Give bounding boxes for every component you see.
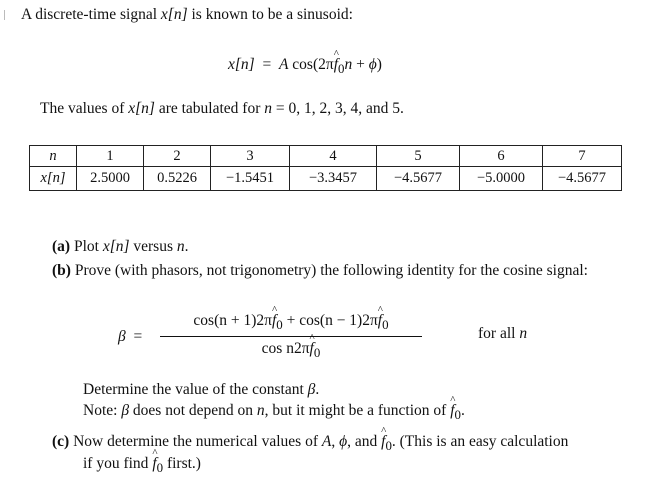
part-b-intro: (b) Prove (with phasors, not trigonometry) the following identity for the cosine signal: — [52, 262, 588, 279]
beta-equals: β = — [118, 328, 143, 345]
table-row-label: x[n] — [30, 167, 77, 191]
fraction-denominator: cos n2π^ $f_0$ — [160, 337, 422, 361]
sinusoid-equation: x[n] = A cos(2π^ $f_0n + \phi$) — [228, 56, 382, 77]
for-all-n: for all n — [478, 325, 528, 342]
beta-fraction — [160, 312, 422, 361]
note-sentence: Note: β does not depend on n, but it might be a function of ^ $f_0$. — [83, 402, 465, 423]
table-cell: 3 — [211, 146, 290, 167]
tabulated-sentence: The values of x[n] are tabulated for n = 0, 1, 2, 3, 4, and 5. — [40, 100, 404, 117]
table-cell: 2 — [144, 146, 211, 167]
table-cell: 1 — [77, 146, 144, 167]
table-cell: −4.5677 — [377, 167, 460, 191]
intro-sentence: A discrete-time signal x[n] is known to be a sinusoid: — [21, 6, 353, 23]
table-cell: 0.5226 — [144, 167, 211, 191]
part-c-line1: (c) Now determine the numerical values of A, ϕ, and ^ $f_0$. (This is an easy calculation — [52, 433, 568, 454]
table-cell: −1.5451 — [211, 167, 290, 191]
table-row — [30, 167, 622, 191]
table-cell: 6 — [460, 146, 543, 167]
table-cell: −5.0000 — [460, 167, 543, 191]
fraction-numerator: cos(n + 1)2π^ $f_0 + \cos(n$ − 1)2π^ $f_0$ — [160, 312, 422, 336]
table-header-label: n — [30, 146, 77, 167]
table-header-row — [30, 146, 622, 167]
values-table — [29, 145, 622, 191]
table-cell: −4.5677 — [543, 167, 622, 191]
table-cell: 2.5000 — [77, 167, 144, 191]
page-edge-marker — [4, 10, 5, 20]
table-cell: 4 — [290, 146, 377, 167]
table-cell: −3.3457 — [290, 167, 377, 191]
table-cell: 7 — [543, 146, 622, 167]
part-c-line2: if you find ^ $f_0$ first.) — [83, 455, 201, 476]
determine-sentence: Determine the value of the constant β. — [83, 381, 320, 398]
table-cell: 5 — [377, 146, 460, 167]
part-a: (a) Plot x[n] versus n. — [52, 238, 189, 255]
